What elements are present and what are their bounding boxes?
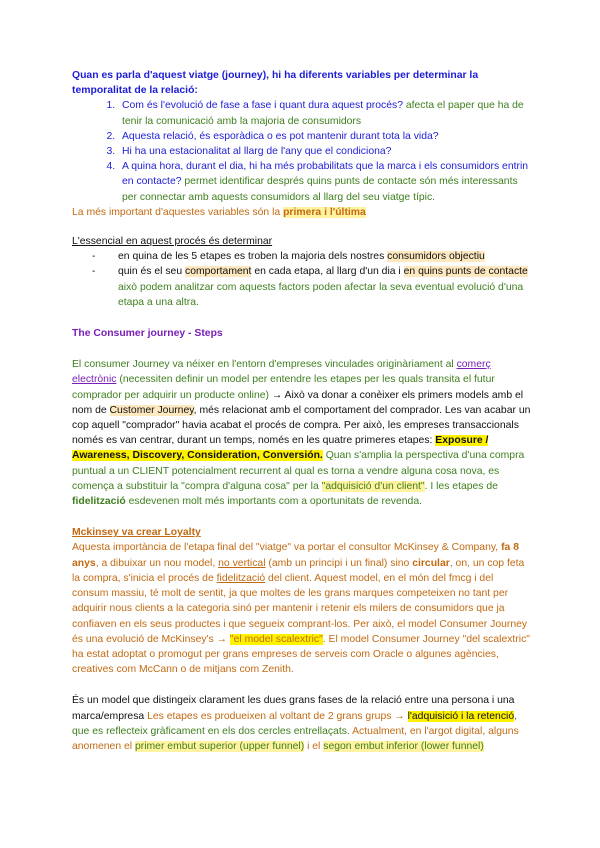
text-run: , que es reflecteix gràficament en els dos cercles entrellaçats. xyxy=(72,710,518,737)
highlight-text: "adquisició d'un client" xyxy=(321,480,425,492)
text-run: . I les etapes de xyxy=(424,480,498,492)
text-run: → Això va donar a conèixer els primers models amb el nom de xyxy=(72,389,524,416)
bold-text: fa 8 anys xyxy=(72,542,519,569)
answer-text: permet identificar després quins punts de contacte són més interessants per connectar amb aquests consumidors al llarg del seu viatge típic. xyxy=(122,176,518,203)
ecommerce-link: comerç electrònic xyxy=(72,359,491,386)
text-run: i el xyxy=(304,740,324,752)
question-text: Aquesta relació, és esporàdica o es pot mantenir durant tota la vida? xyxy=(122,130,439,142)
text-run: Les etapes es produeixen al voltant de 2 grans grups → xyxy=(144,710,408,722)
conclusion-prefix: La més important d'aquestes variables són la xyxy=(72,206,284,218)
steps-paragraph xyxy=(72,357,532,509)
list-item xyxy=(118,98,532,128)
highlight-text: comportament xyxy=(185,266,252,278)
highlight-text: en quins punts de contacte xyxy=(403,266,528,278)
essential-list xyxy=(72,249,532,310)
highlight-text: primer embut superior (upper funnel) xyxy=(134,740,305,752)
mckinsey-paragraph xyxy=(72,540,532,677)
question-text: A quina hora, durant el dia, hi ha més probabilitats que la marca i els consumidors entrin en contacte? xyxy=(122,161,529,188)
text-run: (necessiten definir un model per entendre les etapes per les quals transita el futur comprador per adquirir un producte online) xyxy=(72,374,495,401)
steps-title: The Consumer journey - Steps xyxy=(72,328,223,340)
text-run: Aquesta importància de l'etapa final del "viatge" va portar el consultor McKinsey & Company, xyxy=(72,542,502,554)
text-run: . El model Consumer Journey "del scalextric" ha estat adoptat o promogut per grans empreses de serveis com Oracle o algunes agències, creatives com McCann o de mitjans com Zenith. xyxy=(72,633,530,676)
underline-text: no vertical xyxy=(218,557,266,569)
text-run: , on, un cop feta la compra, s'inicia el procés de xyxy=(72,557,525,584)
text-run: (amb un principi i un final) sino xyxy=(265,557,413,569)
highlight-text: "el model scalextric" xyxy=(229,633,323,645)
item-text: en quina de les 5 etapes es troben la majoria dels nostres xyxy=(118,251,388,263)
text-run: del client. Aquest model, en el món del fmcg i del consum massiu, té molt de sentit, ja que moltes de les grans marques competeixen no tant per adquirir nous clients a la categoria sinó per mantenir i retenir els milers de consumidors que ja confiaven en els seus productes i que segueix comprant-los. Per això, el model Consumer Journey és una evolució de McKinsey's → xyxy=(72,572,528,645)
bold-text: fidelització xyxy=(72,496,126,508)
answer-text: afecta el paper que ha de tenir la comunicació amb la majoria de consumidors xyxy=(122,100,524,127)
question-text: Hi ha una estacionalitat al llarg de l'any que el condiciona? xyxy=(122,146,392,158)
highlight-text: segon embut inferior (lower funnel) xyxy=(323,740,484,752)
highlight-text: Customer Journey xyxy=(109,404,194,416)
question-text: Com és l'evolució de fase a fase i quant dura aquest procés? xyxy=(122,100,403,112)
document-page xyxy=(72,68,532,754)
highlight-text: l'adquisició i la retenció xyxy=(407,710,515,722)
list-item xyxy=(118,144,532,159)
list-item xyxy=(118,129,532,144)
text-run: Actualment, en l'argot digital, alguns anomenen el xyxy=(72,725,519,752)
text-run: , més relacionat amb el comportament del comprador. Les van acabar un cop aquell "comprador" havia acabat el procés de compra. Per això, les empreses transaccionals només es van centrar, durant un temps, només en les quatre primeres etapes: xyxy=(72,404,531,447)
mckinsey-title: Mckinsey va crear Loyalty xyxy=(72,527,201,539)
conclusion-bold: primera i l'última xyxy=(283,206,366,218)
item-text: això podem analitzar com aquests factors poden afectar la seva eventual evolució d'una etapa a una altra. xyxy=(118,281,524,308)
intro-heading: Quan es parla d'aquest viatge (journey), hi ha diferents variables per determinar la temporalitat de la relació: xyxy=(72,70,479,97)
bold-text: circular xyxy=(412,557,450,569)
questions-list xyxy=(72,98,532,204)
list-item xyxy=(118,264,532,310)
text-run: , a dibuixar un nou model, xyxy=(95,557,219,569)
essential-title: L'essencial en aquest procés és determinar xyxy=(72,236,273,248)
text-run: El consumer Journey va néixer en l'entorn d'empreses vinculades originàriament al xyxy=(72,359,457,371)
stages-highlight: Exposure / Awareness, Discovery, Consideration, Conversión. xyxy=(72,435,489,462)
text-run: És un model que distingeix clarament les dues grans fases de la relació entre una persona i una marca/empresa xyxy=(72,695,515,722)
list-item xyxy=(118,249,532,264)
intro-conclusion xyxy=(72,205,532,220)
item-text: quin és el seu xyxy=(118,266,186,278)
list-item xyxy=(118,159,532,205)
highlight-text: consumidors objectiu xyxy=(387,251,485,263)
item-text: en cada etapa, al llarg d'un dia i xyxy=(251,266,404,278)
underline-text: fidelització xyxy=(216,572,266,584)
text-run: esdevenen molt més importants com a oportunitats de revenda. xyxy=(125,496,422,508)
text-run: Quan s'amplia la perspectiva d'una compra puntual a un CLIENT potencialment recurrent al qual es torna a vendre alguna cosa nova, es comença a substituir la "compra d'alguna cosa" per la xyxy=(72,450,525,492)
model-paragraph xyxy=(72,693,532,754)
